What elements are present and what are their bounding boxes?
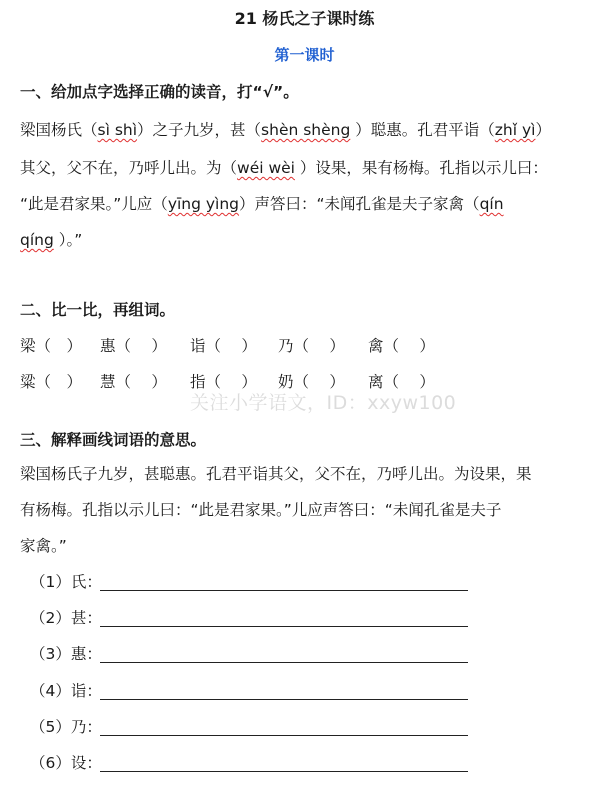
word-compare-cell: 指（ ）: [190, 373, 257, 391]
passage-text: 其父，父不在，乃呼儿出。为（: [20, 159, 238, 177]
passage-text: ）声答曰：“未闻孔雀是夫子家禽（: [239, 195, 480, 213]
word-compare-cell: 乃（ ）: [278, 337, 345, 355]
pinyin-option: qín: [479, 195, 504, 213]
passage-line: 梁国杨氏子九岁，甚聪惠。孔君平诣其父，父不在，乃呼儿出。为设果，果: [20, 465, 532, 483]
pinyin-option: zhǐ yì: [494, 121, 536, 139]
question-label: （2）甚：: [30, 609, 102, 627]
pinyin-option: sì shì: [97, 121, 138, 139]
word-compare-cell: 梁（ ）: [20, 337, 83, 355]
passage-text: ）聪惠。孔君平诣（: [350, 121, 495, 139]
lesson-subtitle: 第一课时: [274, 46, 335, 64]
passage-line: [20, 156, 548, 178]
answer-line[interactable]: [100, 699, 468, 700]
passage-text: ）之子九岁，甚（: [137, 121, 262, 139]
passage-text: ）: [535, 121, 551, 139]
passage-line: 有杨梅。孔指以示儿曰：“此是君家果。”儿应声答曰：“未闻孔雀是夫子: [20, 501, 502, 519]
word-compare-cell: 离（ ）: [368, 373, 435, 391]
answer-line[interactable]: [100, 771, 468, 772]
question-label: （3）惠：: [30, 645, 102, 663]
answer-line[interactable]: [100, 662, 468, 663]
word-compare-cell: 禽（ ）: [368, 337, 435, 355]
pinyin-option: yīng yìng: [167, 195, 240, 213]
pinyin-option: wéi wèi: [237, 159, 295, 177]
question-label: （5）乃：: [30, 718, 102, 736]
section2-heading: 二、比一比，再组词。: [20, 301, 176, 319]
section1-heading: 一、给加点字选择正确的读音，打“√”。: [20, 83, 299, 101]
answer-line[interactable]: [100, 590, 468, 591]
word-compare-cell: 奶（ ）: [278, 373, 345, 391]
answer-line[interactable]: [100, 735, 468, 736]
question-label: （1）氏：: [30, 573, 102, 591]
word-compare-cell: 粱（ ）: [20, 373, 83, 391]
pinyin-option: shèn shèng: [261, 121, 351, 139]
page-title: 21 杨氏之子课时练: [234, 9, 375, 28]
question-label: （4）诣：: [30, 682, 102, 700]
passage-text: ）。”: [53, 231, 83, 249]
question-label: （6）设：: [30, 754, 102, 772]
passage-text: ）设果，果有杨梅。孔指以示儿曰：: [294, 159, 548, 177]
word-compare-cell: 诣（ ）: [190, 337, 257, 355]
answer-line[interactable]: [100, 626, 468, 627]
passage-line: [20, 192, 504, 214]
passage-line: 家禽。”: [20, 537, 67, 555]
passage-text: 梁国杨氏（: [20, 121, 98, 139]
pinyin-option: qíng: [20, 231, 54, 249]
passage-line: [20, 118, 551, 140]
watermark-text: 关注小学语文，ID：xxyw100: [190, 392, 457, 414]
section3-heading: 三、解释画线词语的意思。: [20, 431, 207, 449]
passage-line: [20, 228, 82, 250]
passage-text: “此是君家果。”儿应（: [20, 195, 168, 213]
word-compare-cell: 惠（ ）: [100, 337, 167, 355]
word-compare-cell: 慧（ ）: [100, 373, 167, 391]
